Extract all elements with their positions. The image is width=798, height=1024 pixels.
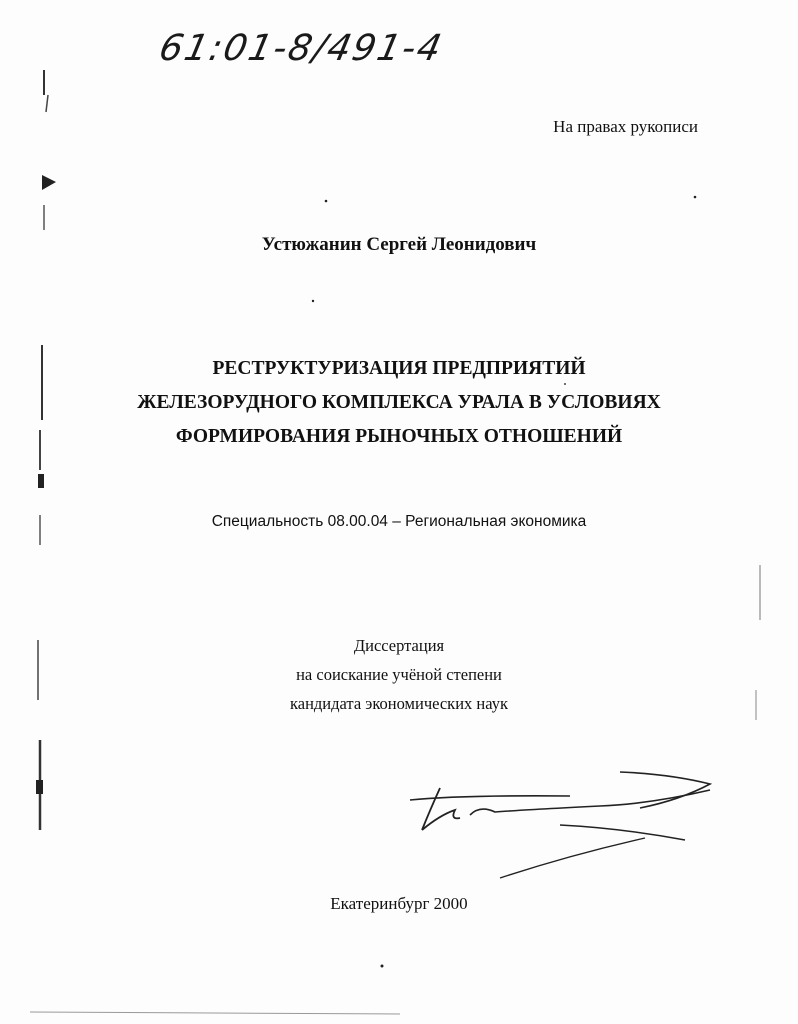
archive-code: 61:01-8/491-4 — [155, 28, 447, 69]
degree-line: кандидата экономических наук — [289, 694, 508, 713]
degree-line: Диссертация — [353, 636, 445, 655]
author-name: Устюжанин Сергей Леонидович — [261, 234, 537, 255]
dissertation-title — [0, 352, 798, 454]
handwritten-signature — [400, 760, 720, 890]
degree-statement — [0, 631, 798, 718]
specialty: Специальность 08.00.04 – Региональная экономика — [211, 513, 587, 530]
title-line: ЖЕЛЕЗОРУДНОГО КОМПЛЕКСА УРАЛА В УСЛОВИЯХ — [137, 392, 661, 413]
title-line: РЕСТРУКТУРИЗАЦИЯ ПРЕДПРИЯТИЙ — [212, 358, 586, 379]
rights-note: На правах рукописи — [553, 117, 698, 136]
city-year: Екатеринбург 2000 — [330, 894, 468, 913]
title-line: ФОРМИРОВАНИЯ РЫНОЧНЫХ ОТНОШЕНИЙ — [175, 426, 623, 447]
degree-line: на соискание учёной степени — [296, 665, 502, 684]
